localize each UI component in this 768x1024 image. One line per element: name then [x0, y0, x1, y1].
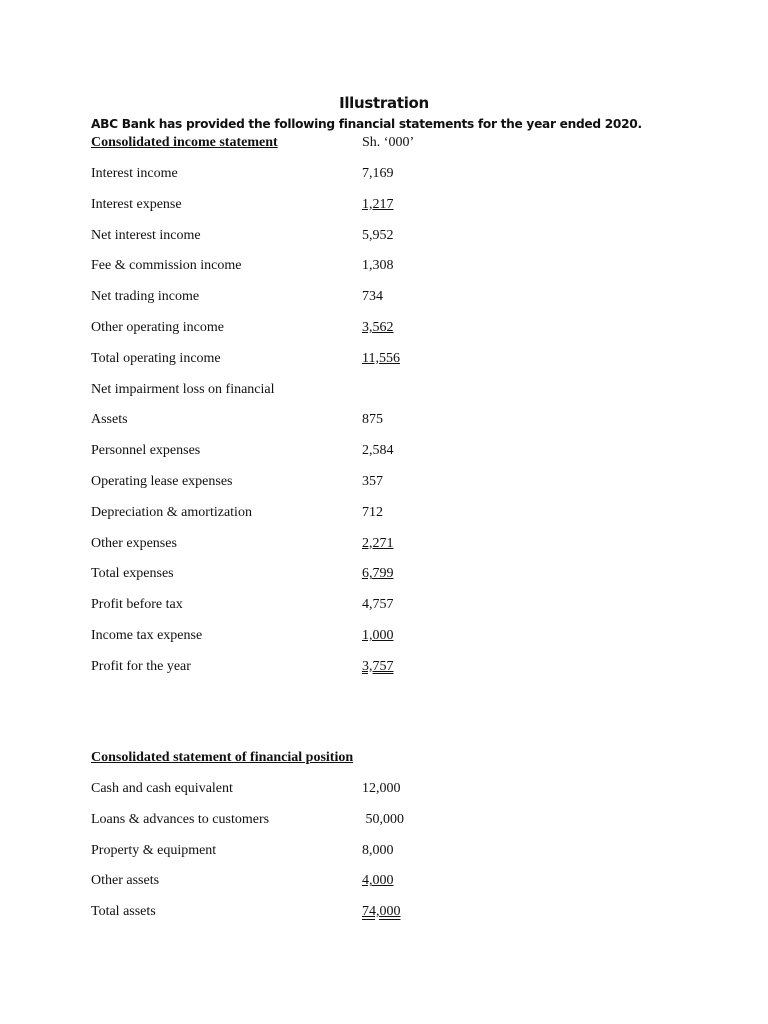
- income-row: [0, 320, 768, 340]
- income-row: [0, 351, 768, 371]
- income-row: [0, 628, 768, 648]
- income-row: [0, 597, 768, 617]
- income-row-value: 6,799: [362, 566, 394, 582]
- income-row-label: Total expenses: [91, 566, 174, 582]
- income-row: [0, 166, 768, 186]
- income-row-value: 712: [362, 504, 383, 520]
- income-row-value: 357: [362, 474, 383, 489]
- income-row-value: 7,169: [362, 166, 394, 181]
- position-row-value: 74,000: [362, 904, 401, 920]
- income-row-label: Net trading income: [91, 289, 200, 305]
- page-title: Illustration: [339, 94, 429, 112]
- position-row: [0, 781, 768, 801]
- income-row: [0, 536, 768, 556]
- income-row-value: 3,757: [362, 658, 394, 674]
- position-row-value: 12,000: [362, 781, 401, 796]
- income-row-value: 1,217: [362, 196, 394, 212]
- financial-position-heading: Consolidated statement of financial position: [91, 750, 354, 765]
- income-row: [0, 289, 768, 309]
- income-row-value: 2,271: [362, 535, 394, 551]
- income-row-label: Total operating income: [91, 350, 221, 366]
- income-row-label: Assets: [91, 412, 128, 428]
- income-row: [0, 382, 768, 402]
- income-row: [0, 228, 768, 248]
- position-row: [0, 873, 768, 893]
- position-row: [0, 843, 768, 863]
- income-row: [0, 412, 768, 432]
- income-row-value: 875: [362, 412, 383, 428]
- units-label: Sh. ‘000’: [362, 135, 415, 150]
- position-row-label: Cash and cash equivalent: [91, 781, 233, 796]
- income-row: [0, 659, 768, 679]
- income-row: [0, 474, 768, 494]
- income-row-label: Profit for the year: [91, 658, 191, 674]
- income-row-value: 2,584: [362, 443, 394, 459]
- income-statement-heading: Consolidated income statement: [91, 135, 278, 150]
- income-row-value: 5,952: [362, 227, 394, 243]
- income-row-label: Profit before tax: [91, 597, 183, 613]
- income-row-value: 11,556: [362, 350, 400, 366]
- income-row-value: 734: [362, 289, 383, 305]
- income-row-label: Depreciation & amortization: [91, 504, 252, 520]
- income-row-value: 3,562: [362, 320, 394, 335]
- position-row-label: Property & equipment: [91, 842, 217, 858]
- income-row-value: 1,000: [362, 628, 394, 643]
- income-row-label: Other expenses: [91, 535, 177, 551]
- income-row: [0, 566, 768, 586]
- position-row: [0, 904, 768, 924]
- income-row-value: 4,757: [362, 597, 394, 613]
- income-row-value: 1,308: [362, 258, 394, 274]
- income-row-label: Fee & commission income: [91, 258, 242, 274]
- income-row-label: Other operating income: [91, 320, 224, 335]
- position-row-value: 8,000: [362, 842, 394, 858]
- income-row: [0, 258, 768, 278]
- income-row-label: Net impairment loss on financial: [91, 381, 275, 397]
- income-row-label: Interest income: [91, 166, 178, 181]
- income-row-label: Personnel expenses: [91, 443, 201, 459]
- income-row-label: Income tax expense: [91, 628, 203, 643]
- position-row-value: 4,000: [362, 873, 394, 889]
- position-row-label: Other assets: [91, 873, 160, 889]
- intro-text: ABC Bank has provided the following financial statements for the year ended 2020.: [91, 117, 642, 131]
- income-row-label: Operating lease expenses: [91, 474, 233, 489]
- position-row-value: 50,000: [362, 811, 404, 827]
- income-row: [0, 197, 768, 217]
- position-row-label: Loans & advances to customers: [91, 811, 270, 827]
- income-row: [0, 443, 768, 463]
- position-row: [0, 812, 768, 832]
- position-row-label: Total assets: [91, 904, 156, 920]
- income-row: [0, 505, 768, 525]
- income-row-label: Net interest income: [91, 227, 201, 243]
- income-row-label: Interest expense: [91, 196, 182, 212]
